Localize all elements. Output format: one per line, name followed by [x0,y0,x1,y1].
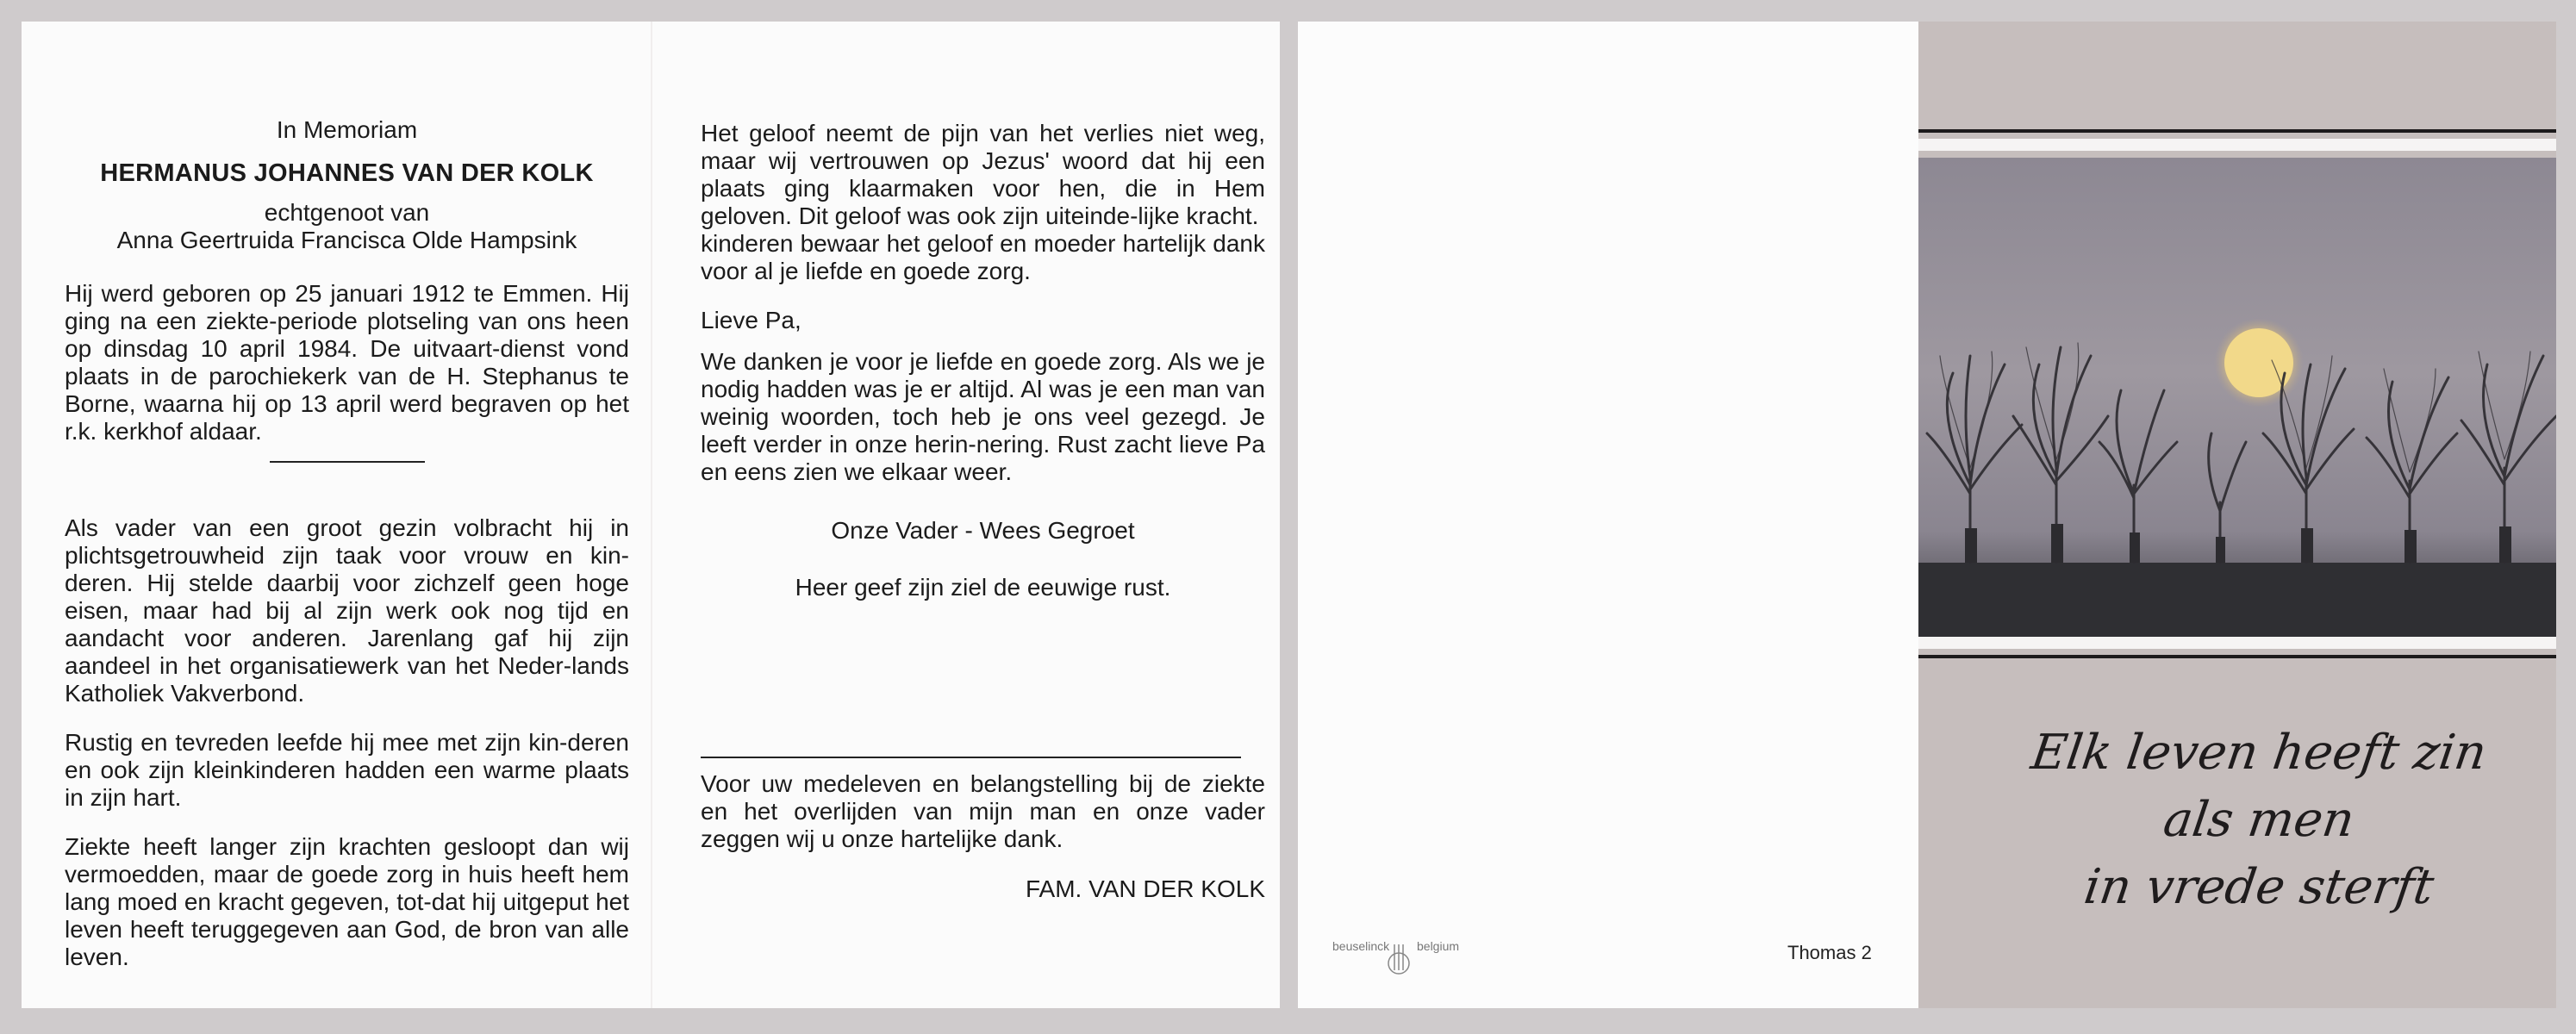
top-gap [1918,139,2556,151]
text-column-left [65,116,629,971]
faith-paragraph: Het geloof neemt de pijn van het verlies niet weg, maar wij vertrouwen op Jezus' woord dat hij een plaats ging klaarmaken voor hen, die in Hem geloven. Dit geloof was ook zijn uiteinde-lijke kracht. [701,120,1265,229]
card-code: Thomas 2 [1787,942,1872,963]
printer-emblem-icon [1384,943,1413,975]
divider-long [701,757,1241,758]
divider-short [270,461,425,463]
fold-line [651,22,652,1008]
willow-sunrise-photo [1918,158,2556,637]
grandchildren-paragraph: Rustig en tevreden leefde hij mee met zijn kin-deren en ook zijn kleinkinderen hadden een warme plaats in zijn hart. [65,729,629,811]
memorial-card-inner [22,22,1280,1008]
motto-line-2: als men [2160,792,2358,848]
illness-paragraph: Ziekte heeft langer zijn krachten gesloopt dan wij vermoedden, maar de goede zorg in huis heeft hem lang moed en kracht gegeven, tot-dat hij uitgeput het leven heeft teruggegeven aan God, de bron van alle leven. [65,833,629,970]
printer-country: belgium [1417,939,1460,953]
top-band [1918,129,2556,133]
printer-name: beuselinck [1332,939,1390,953]
heading-in-memoriam: In Memoriam [276,116,418,143]
family-paragraph: Als vader van een groot gezin volbracht hij in plichtsgetrouwheid zijn taak voor vrouw en kin-deren. Hij stelde daarbij voor zichzelf geen hoge eisen, maar had bij al zijn werk ook nog tijd en aandacht voor anderen. Jarenlang gaf hij zijn aandeel in het organisatiewerk van het Neder-lands Katholiek Vakverbond. [65,514,629,707]
motto-line-1: Elk leven heeft zin [2027,725,2491,781]
family-signature: FAM. VAN DER KOLK [1026,875,1265,902]
back-page [1298,22,1918,1008]
printer-logo [1332,939,1462,974]
front-cover [1918,22,2556,1008]
thanks-paragraph: Voor uw medeleven en belangstelling bij de ziekte en het overlijden van mijn man en onze vader zeggen wij u onze hartelijke dank. [701,770,1265,852]
salutation: Lieve Pa, [701,307,801,333]
farewell-paragraph: We danken je voor je liefde en goede zorg. Als we je nodig hadden was je er altijd. Al was je een man van weinig woorden, toch heb je ons veel gezegd. Je leeft verder in onze herin-nering. Rust zacht lieve Pa en eens zien we elkaar weer. [701,348,1265,485]
deceased-name: HERMANUS JOHANNES VAN DER KOLK [100,159,594,187]
children-paragraph: kinderen bewaar het geloof en moeder hartelijk dank voor al je liefde en goede zorg. [701,230,1265,284]
bottom-band [1918,655,2556,658]
biography-paragraph: Hij werd geboren op 25 januari 1912 te Emmen. Hij ging na een ziekte-periode plotseling van ons heen op dinsdag 10 april 1984. De uitvaart-dienst vond plaats in de parochiekerk van de H. Stephanus te Borne, waarna hij op 13 april werd begraven op het r.k. kerkhof aldaar. [65,280,629,445]
bottom-gap [1918,637,2556,649]
relation-text: echtgenoot van [264,199,430,226]
cover-motto [1987,719,2530,921]
motto-line-3: in vrede sterft [2080,859,2437,915]
text-column-right [701,120,1265,903]
spouse-name: Anna Geertruida Francisca Olde Hampsink [116,227,577,253]
prayer-line: Onze Vader - Wees Gegroet [831,517,1135,544]
memorial-card-outer [1298,22,2556,1008]
blessing-line: Heer geef zijn ziel de eeuwige rust. [795,574,1171,601]
